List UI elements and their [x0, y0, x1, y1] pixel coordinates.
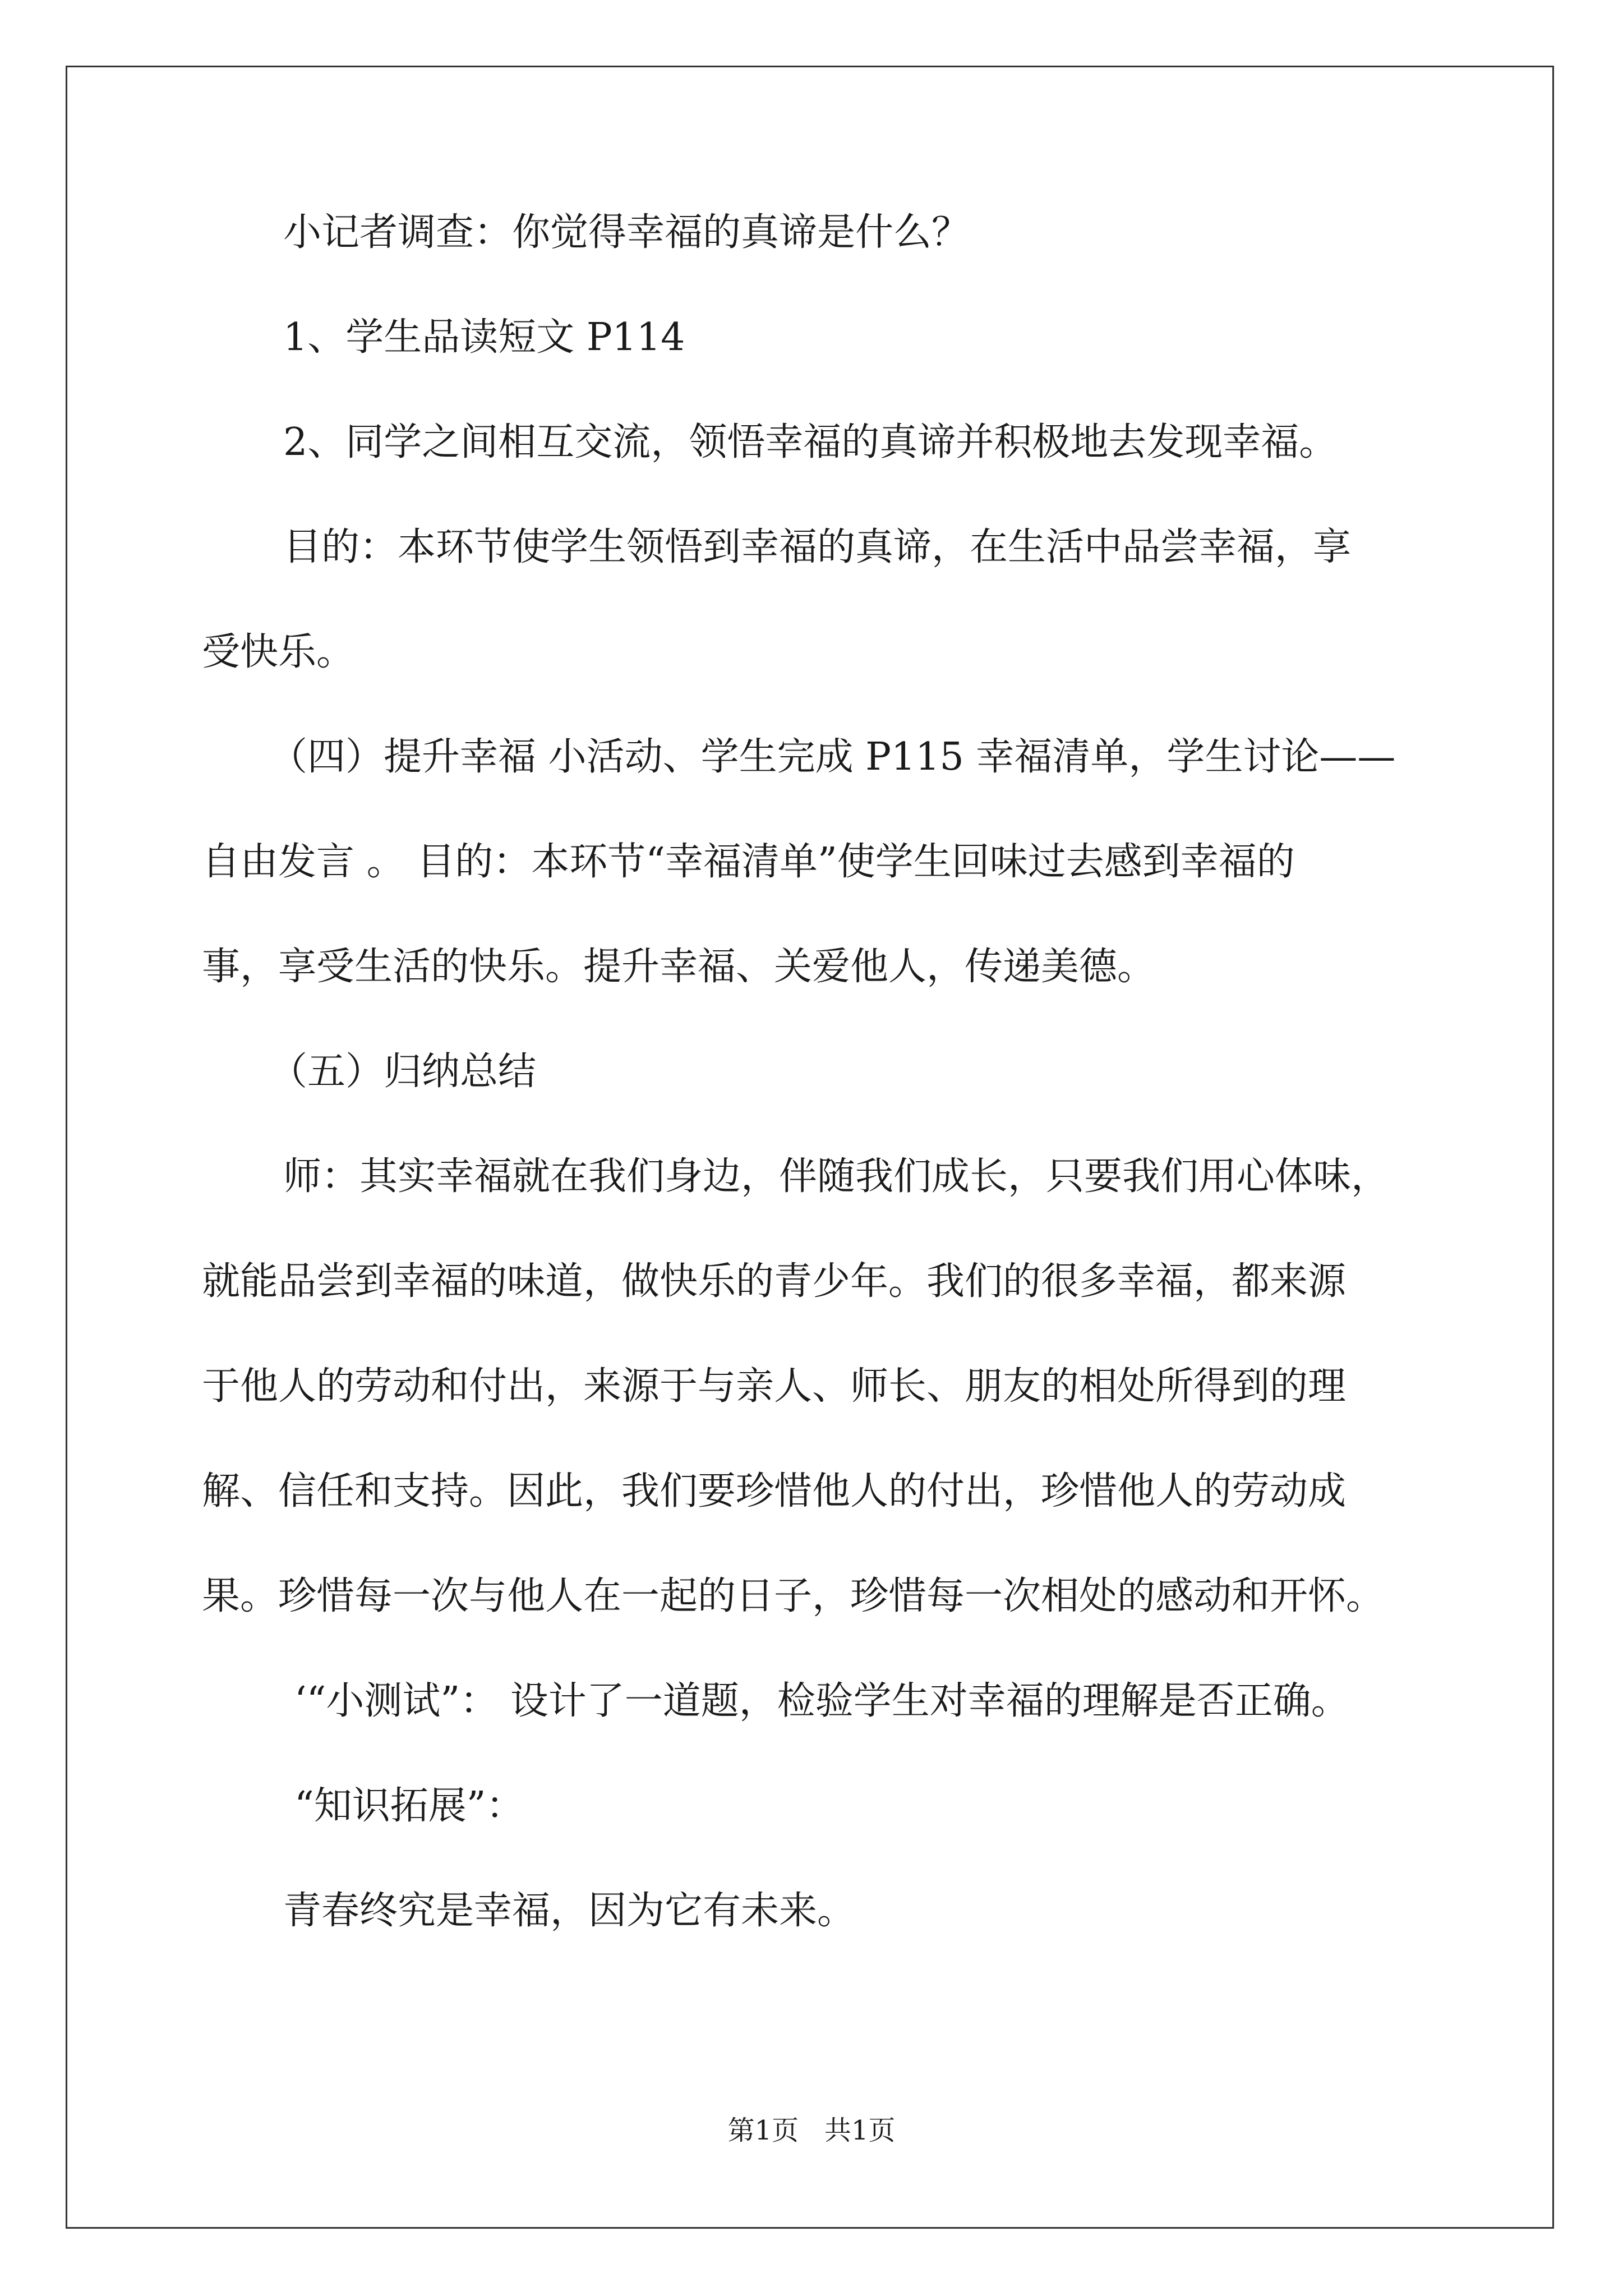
- page-number-footer: 第1页 共1页: [727, 2115, 896, 2146]
- paragraph-quiz: ‘“小测试”： 设计了一道题，检验学生对幸福的理解是否正确。: [294, 1679, 1349, 1723]
- heading-section-five: （五）归纳总结: [269, 1050, 537, 1094]
- paragraph-closing-quote: 青春终究是幸福，因为它有未来。: [283, 1889, 856, 1933]
- paragraph-survey-question: 小记者调查：你觉得幸福的真谛是什么？: [283, 210, 970, 255]
- paragraph-teacher-line-1: 师：其实幸福就在我们身边，伴随我们成长，只要我们用心体味，: [283, 1154, 1390, 1199]
- paragraph-purpose-line-2: 受快乐。: [202, 630, 355, 674]
- paragraph-teacher-line-2: 就能品尝到幸福的味道，做快乐的青少年。我们的很多幸福，都来源: [202, 1259, 1347, 1304]
- paragraph-section-four-line-3: 事，享受生活的快乐。提升幸福、关爱他人，传递美德。: [202, 945, 1156, 989]
- paragraph-teacher-line-4: 解、信任和支持。因此，我们要珍惜他人的付出，珍惜他人的劳动成: [202, 1469, 1347, 1513]
- paragraph-section-four-line-1: （四）提升幸福 小活动、学生完成 P115 幸福清单，学生讨论——: [269, 735, 1396, 779]
- paragraph-section-four-line-2: 自由发言 。 目的：本环节“幸福清单”使学生回味过去感到幸福的: [202, 840, 1295, 884]
- paragraph-teacher-line-3: 于他人的劳动和付出，来源于与亲人、师长、朋友的相处所得到的理: [202, 1364, 1347, 1409]
- paragraph-purpose-line-1: 目的：本环节使学生领悟到幸福的真谛，在生活中品尝幸福，享: [283, 525, 1352, 569]
- heading-knowledge-extension: “知识拓展”：: [294, 1784, 524, 1828]
- paragraph-item-1: 1、学生品读短文 P114: [283, 315, 685, 360]
- paragraph-item-2: 2、同学之间相互交流，领悟幸福的真谛并积极地去发现幸福。: [283, 420, 1338, 464]
- paragraph-teacher-line-5: 果。珍惜每一次与他人在一起的日子，珍惜每一次相处的感动和开怀。: [202, 1574, 1385, 1618]
